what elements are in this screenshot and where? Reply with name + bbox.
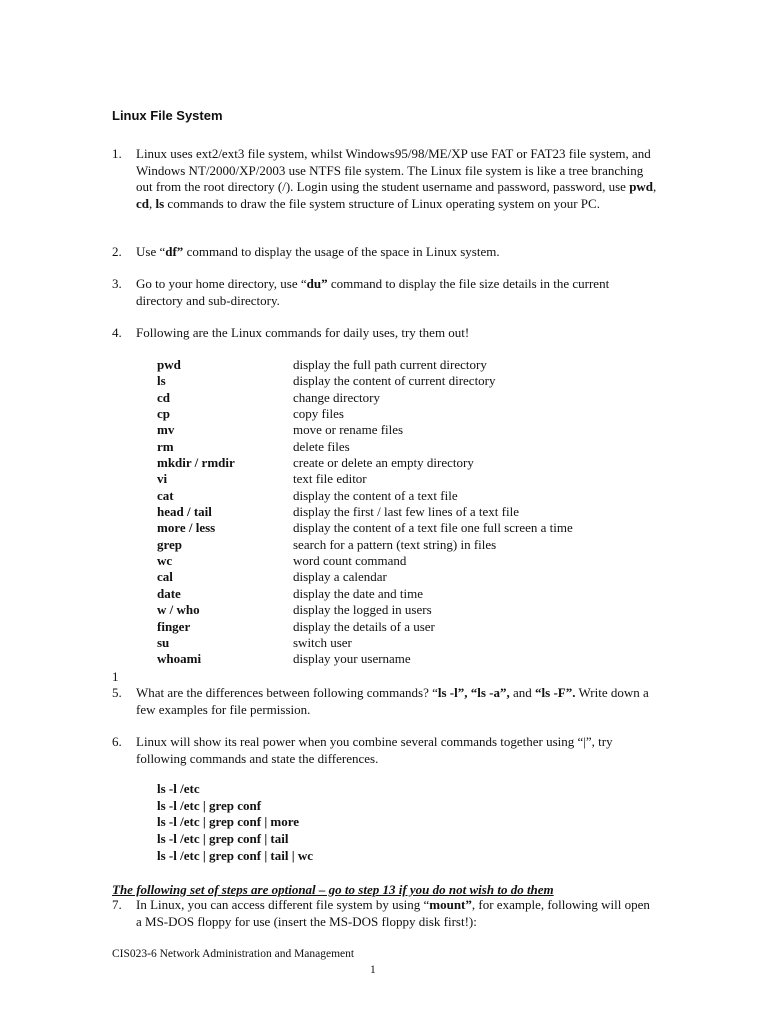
text-run: ,	[149, 195, 156, 211]
item-text	[136, 146, 657, 212]
command-description: display the content of current directory	[293, 373, 496, 389]
text-run: and	[509, 685, 536, 700]
command-description: create or delete an empty directory	[293, 455, 474, 471]
list-item-4	[112, 325, 657, 342]
command-description: word count command	[293, 553, 407, 569]
command-description: display the first / last few lines of a text file	[293, 504, 519, 520]
text-run: , for example, following will open a MS-DOS floppy for use (insert the MS-DOS floppy disk first!):	[136, 897, 650, 929]
command-name: cat	[157, 487, 174, 503]
item-text	[136, 685, 657, 718]
text-run: command to display the file size details in the current directory and sub-directory.	[136, 276, 610, 308]
command-name: w / who	[157, 602, 200, 618]
page-footer: CIS023-6 Network Administration and Management	[112, 948, 355, 960]
command-description: move or rename files	[293, 422, 404, 438]
item-number: 7.	[112, 897, 122, 912]
page-number: 1	[370, 964, 376, 976]
command-name: mkdir / rmdir	[157, 455, 235, 471]
list-item-3	[112, 276, 657, 309]
command-ls: ls	[155, 195, 165, 211]
item-number: 4.	[112, 325, 122, 340]
command-name: ls	[157, 373, 166, 389]
command-ls-f: “ls -F”.	[535, 685, 576, 700]
list-item-5	[112, 685, 657, 718]
item-number: 1.	[112, 146, 122, 161]
item-text	[136, 244, 657, 261]
command-description: text file editor	[293, 471, 367, 487]
command-name: wc	[157, 553, 173, 569]
item-text: Following are the Linux commands for daily uses, try them out!	[136, 325, 470, 340]
text-run: Use “	[136, 244, 166, 259]
text-run: ,	[653, 179, 657, 194]
command-name: cal	[157, 569, 173, 585]
command-name: head / tail	[157, 504, 212, 520]
command-name: mv	[157, 422, 175, 438]
item-text	[136, 897, 657, 930]
command-description: switch user	[293, 634, 352, 650]
command-description: copy files	[293, 406, 344, 422]
text-run: Write down a few examples for file permission.	[136, 685, 649, 717]
page-title: Linux File System	[112, 108, 223, 123]
optional-steps-note: The following set of steps are optional – go to step 13 if you do not wish to do them	[112, 882, 554, 897]
command-description: display a calendar	[293, 569, 387, 585]
text-run: What are the differences between following commands? “	[136, 685, 438, 700]
list-item-2	[112, 244, 657, 261]
command-description: display the logged in users	[293, 602, 432, 618]
item-number: 3.	[112, 276, 122, 291]
command-df: df”	[165, 244, 184, 259]
command-name: pwd	[157, 357, 181, 372]
command-name: cp	[157, 406, 170, 422]
command-name: whoami	[157, 651, 202, 667]
stray-number: 1	[112, 669, 119, 684]
command-name: finger	[157, 618, 191, 634]
command-cd: cd	[136, 195, 149, 211]
command-du: du”	[306, 276, 328, 291]
pipe-command: ls -l /etc | grep conf | tail	[157, 831, 289, 847]
command-ls-l-a: ls -l”, “ls -a”,	[437, 685, 510, 700]
command-description: display the details of a user	[293, 618, 435, 634]
command-description: display the content of a text file	[293, 487, 458, 503]
command-name: cd	[157, 389, 170, 405]
pipe-command-list	[157, 781, 313, 864]
text-run: Linux uses ext2/ext3 file system, whilst Windows95/98/ME/XP use FAT or FAT23 file system, and Windows NT/2000/XP/2003 use NTFS file system. The Linux file system is like a tree branching out from the root directory (/). Login using the student username and password, password, use	[136, 146, 651, 194]
command-description: display the date and time	[293, 585, 423, 601]
item-number: 6.	[112, 734, 122, 749]
command-description: display your username	[293, 651, 411, 667]
pipe-command: ls -l /etc	[157, 781, 200, 796]
list-item-6	[112, 734, 657, 767]
pipe-command: ls -l /etc | grep conf | tail | wc	[157, 847, 314, 863]
item-number: 5.	[112, 685, 122, 700]
text-run: In Linux, you can access different file system by using “	[136, 897, 430, 912]
list-item-1	[112, 146, 657, 212]
command-name: more / less	[157, 520, 216, 536]
item-number: 2.	[112, 244, 122, 259]
pipe-command: ls -l /etc | grep conf | more	[157, 814, 300, 830]
text-run: commands to draw the file system structure of Linux operating system on your PC.	[164, 195, 600, 211]
command-description: display the full path current directory	[293, 357, 487, 372]
text-run: Go to your home directory, use “	[136, 276, 307, 291]
command-description: change directory	[293, 389, 380, 405]
command-name: rm	[157, 438, 174, 454]
command-description: delete files	[293, 438, 350, 454]
command-name: vi	[157, 471, 168, 487]
item-text: Linux will show its real power when you combine several commands together using “|”, try following commands and state the differences.	[136, 734, 613, 766]
command-mount: mount”	[429, 897, 472, 912]
command-pwd: pwd	[629, 179, 654, 194]
command-description: display the content of a text file one full screen a time	[293, 520, 573, 536]
command-name: date	[157, 585, 181, 601]
item-text	[136, 276, 657, 309]
text-run: command to display the usage of the space in Linux system.	[183, 244, 500, 259]
command-name: su	[157, 634, 170, 650]
command-description: search for a pattern (text string) in files	[293, 536, 497, 552]
pipe-command: ls -l /etc | grep conf	[157, 797, 262, 813]
list-item-7	[112, 897, 657, 930]
command-name: grep	[157, 536, 183, 552]
